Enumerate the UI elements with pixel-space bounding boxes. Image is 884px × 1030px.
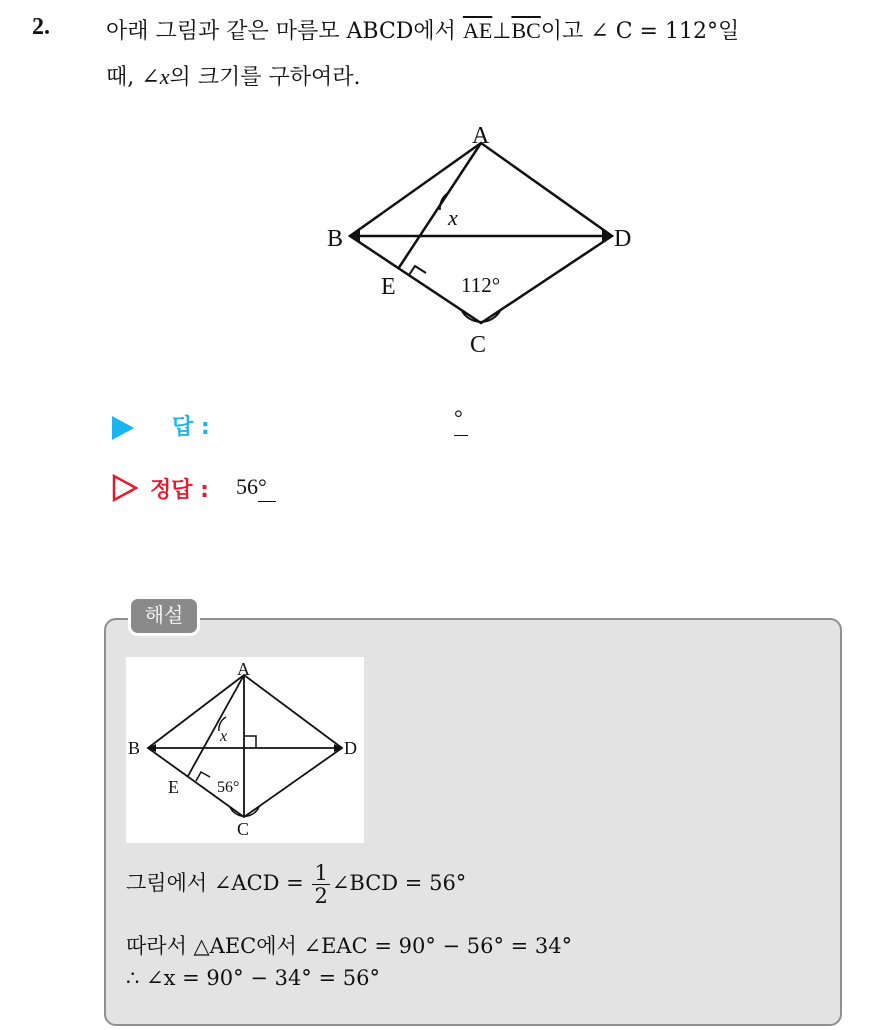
label-c: C	[470, 332, 487, 358]
segment-ae: $\overline{AE}$	[462, 18, 493, 43]
right-angle-mark	[409, 266, 426, 275]
answer-underline	[454, 435, 468, 436]
sol-label-a: A	[237, 659, 250, 679]
sol-label-b: B	[128, 738, 141, 758]
question-text-a: 아래 그림과 같은 마름모 ABCD에서	[106, 19, 463, 44]
sol-label-e: E	[168, 777, 179, 797]
sol-label-d: D	[344, 738, 357, 758]
sol-label-c: C	[237, 819, 250, 839]
sol-label-x: x	[220, 728, 228, 745]
answer-arrow-icon	[112, 416, 134, 440]
solution-line2: 따라서 △AEC에서 ∠EAC = 90° − 56° = 34°	[126, 934, 573, 958]
question-text-b: 이고 ∠ C = 112°일	[540, 19, 740, 44]
question-text-d: 의 크기를 구하여라.	[169, 65, 361, 90]
answer-label: 답 :	[172, 415, 210, 440]
solution-line1	[126, 862, 466, 907]
solution-line1-b: ∠BCD = 56°	[331, 871, 467, 895]
correct-underline	[258, 501, 276, 502]
angle-variable: x	[159, 64, 170, 89]
segment-bc: $\overline{BC}$	[511, 18, 541, 43]
label-b: B	[327, 226, 344, 252]
answer-unit: °	[454, 405, 463, 430]
solution-figure	[126, 657, 364, 843]
half-fraction	[312, 862, 329, 907]
perp-symbol: ⊥	[492, 18, 512, 43]
label-a: A	[472, 123, 490, 149]
label-angle-c: 112°	[461, 273, 501, 297]
solution-tab: 해설	[128, 596, 200, 636]
correct-arrow-icon	[112, 474, 138, 502]
question-number: 2.	[32, 14, 50, 40]
label-d: D	[614, 226, 632, 252]
label-e: E	[381, 274, 396, 300]
solution-line1-a: 그림에서 ∠ACD =	[126, 871, 311, 895]
rhombus-figure	[0, 0, 884, 380]
question-text-c: 때, ∠	[106, 65, 160, 90]
correct-label: 정답 :	[150, 478, 209, 503]
angle-c-arc	[462, 311, 500, 322]
fraction-denominator: 2	[314, 884, 328, 908]
solution-line3: ∴ ∠x = 90° − 34° = 56°	[126, 966, 380, 990]
label-x: x	[448, 205, 458, 230]
fraction-numerator: 1	[314, 861, 328, 885]
sol-label-angle: 56°	[217, 779, 240, 796]
correct-value: 56°	[236, 474, 267, 499]
